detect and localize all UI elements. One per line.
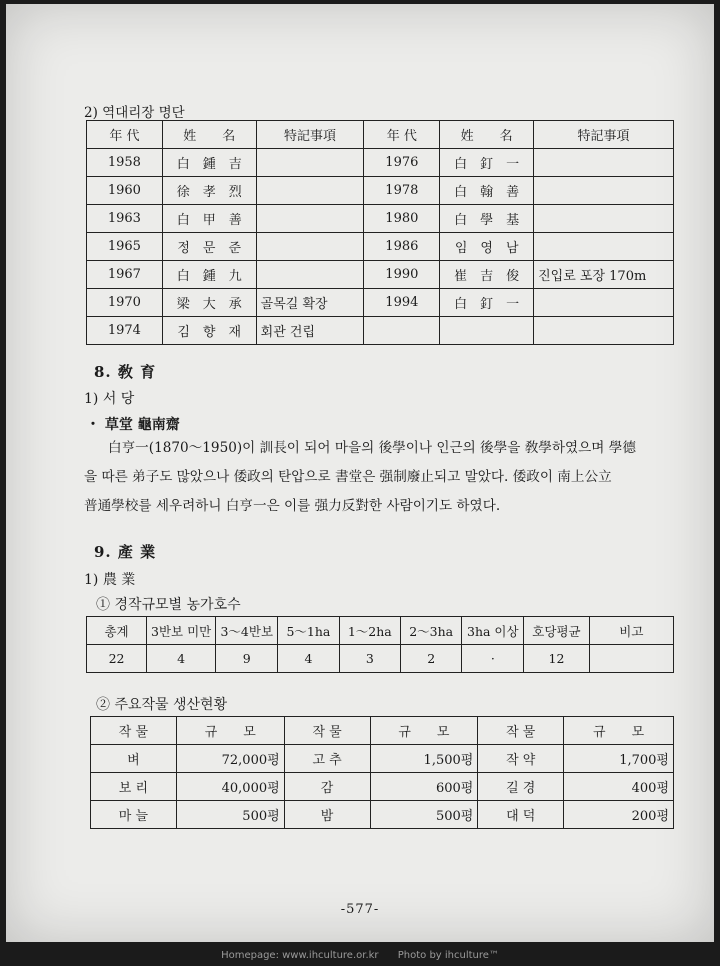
table-row xyxy=(87,149,674,177)
farm-size-table xyxy=(86,616,674,673)
table-row xyxy=(87,177,674,205)
year-cell: 1958 xyxy=(87,149,163,177)
note-cell: 진입로 포장 170m xyxy=(534,261,674,289)
header-name-1: 姓 名 xyxy=(162,121,256,149)
table-row xyxy=(91,745,674,773)
name-cell: 임 영 남 xyxy=(440,233,534,261)
name-cell: 白 鍾 九 xyxy=(162,261,256,289)
farm-value-cell xyxy=(589,645,673,673)
crop-area-cell: 200평 xyxy=(564,801,674,829)
note-cell: 골목길 확장 xyxy=(256,289,364,317)
name-cell: 崔 吉 俊 xyxy=(440,261,534,289)
note-cell xyxy=(256,149,364,177)
name-cell: 白 鍾 吉 xyxy=(162,149,256,177)
crop-name-cell: 보 리 xyxy=(91,773,177,801)
year-cell: 1990 xyxy=(364,261,440,289)
crop-header-cell: 작 물 xyxy=(284,717,370,745)
farm-header-cell: 3～4반보 xyxy=(216,617,278,645)
year-cell: 1967 xyxy=(87,261,163,289)
image-footer xyxy=(0,946,720,966)
crop-name-cell: 대 덕 xyxy=(478,801,564,829)
name-cell: 김 향 재 xyxy=(162,317,256,345)
crop-name-cell: 감 xyxy=(284,773,370,801)
note-cell xyxy=(256,261,364,289)
education-subheading: 1) 서 당 xyxy=(84,391,135,407)
name-cell: 白 釘 一 xyxy=(440,289,534,317)
farm-header-cell: 5～1ha xyxy=(278,617,339,645)
farm-header-cell: 1～2ha xyxy=(339,617,400,645)
note-cell xyxy=(534,149,674,177)
crop-area-cell: 40,000평 xyxy=(176,773,284,801)
header-year-2: 年 代 xyxy=(364,121,440,149)
note-cell xyxy=(534,289,674,317)
farm-header-row xyxy=(87,617,674,645)
industry-heading: 9. 產 業 xyxy=(94,543,157,561)
crop-area-cell: 1,700평 xyxy=(564,745,674,773)
name-cell: 白 甲 善 xyxy=(162,205,256,233)
document-page xyxy=(6,4,714,942)
year-cell: 1994 xyxy=(364,289,440,317)
note-cell xyxy=(534,233,674,261)
crop-header-cell: 작 물 xyxy=(478,717,564,745)
note-cell xyxy=(534,177,674,205)
note-cell xyxy=(256,205,364,233)
header-note-1: 特記事項 xyxy=(256,121,364,149)
header-name-2: 姓 名 xyxy=(440,121,534,149)
footer-photo-credit: Photo by ihculture™ xyxy=(397,950,499,961)
mayors-heading: 2) 역대리장 명단 xyxy=(84,105,185,121)
crop-name-cell: 고 추 xyxy=(284,745,370,773)
footer-homepage: Homepage: www.ihculture.or.kr xyxy=(221,950,379,961)
seodang-bullet: ・ 草堂 龜南齋 xyxy=(86,417,180,433)
header-year-1: 年 代 xyxy=(87,121,163,149)
paragraph-line: 普通學校를 세우려하니 白亨一은 이를 强力反對한 사람이기도 하였다. xyxy=(84,498,501,514)
year-cell: 1963 xyxy=(87,205,163,233)
crop-area-cell: 500평 xyxy=(370,801,478,829)
table-row xyxy=(87,261,674,289)
crop-header-cell: 규 모 xyxy=(176,717,284,745)
farm-header-cell: 3반보 미만 xyxy=(147,617,216,645)
crop-header-cell: 규 모 xyxy=(564,717,674,745)
farm-value-cell: 4 xyxy=(278,645,339,673)
education-paragraph xyxy=(84,434,682,521)
name-cell: 정 문 준 xyxy=(162,233,256,261)
table-row xyxy=(87,289,674,317)
name-cell xyxy=(440,317,534,345)
farm-value-cell: 12 xyxy=(524,645,589,673)
note-cell xyxy=(256,177,364,205)
crop-area-cell: 400평 xyxy=(564,773,674,801)
table-row xyxy=(91,773,674,801)
farm-value-cell: 2 xyxy=(400,645,461,673)
crop-title: ② 주요작물 생산현황 xyxy=(96,697,228,713)
crop-name-cell: 밤 xyxy=(284,801,370,829)
crop-header-cell: 규 모 xyxy=(370,717,478,745)
farm-header-cell: 3ha 이상 xyxy=(462,617,524,645)
crop-name-cell: 작 약 xyxy=(478,745,564,773)
crop-header-cell: 작 물 xyxy=(91,717,177,745)
farm-value-cell: 22 xyxy=(87,645,147,673)
year-cell: 1986 xyxy=(364,233,440,261)
crop-table xyxy=(90,716,674,829)
year-cell xyxy=(364,317,440,345)
year-cell: 1980 xyxy=(364,205,440,233)
crop-name-cell: 벼 xyxy=(91,745,177,773)
crop-area-cell: 500평 xyxy=(176,801,284,829)
year-cell: 1978 xyxy=(364,177,440,205)
crop-header-row xyxy=(91,717,674,745)
farm-value-cell: 3 xyxy=(339,645,400,673)
name-cell: 徐 孝 烈 xyxy=(162,177,256,205)
industry-subheading: 1) 農 業 xyxy=(84,572,136,588)
crop-area-cell: 72,000평 xyxy=(176,745,284,773)
crop-area-cell: 1,500평 xyxy=(370,745,478,773)
crop-area-cell: 600평 xyxy=(370,773,478,801)
name-cell: 白 學 基 xyxy=(440,205,534,233)
farm-header-cell: 2～3ha xyxy=(400,617,461,645)
name-cell: 白 翰 善 xyxy=(440,177,534,205)
farm-value-cell: 4 xyxy=(147,645,216,673)
note-cell xyxy=(256,233,364,261)
farm-value-cell: · xyxy=(462,645,524,673)
crop-name-cell: 마 늘 xyxy=(91,801,177,829)
name-cell: 白 釘 一 xyxy=(440,149,534,177)
note-cell: 회관 건립 xyxy=(256,317,364,345)
name-cell: 梁 大 承 xyxy=(162,289,256,317)
year-cell: 1974 xyxy=(87,317,163,345)
year-cell: 1976 xyxy=(364,149,440,177)
farm-header-cell: 총계 xyxy=(87,617,147,645)
table-row xyxy=(87,233,674,261)
note-cell xyxy=(534,205,674,233)
farm-header-cell: 비고 xyxy=(589,617,673,645)
farm-title: ① 경작규모별 농가호수 xyxy=(96,597,241,613)
mayors-table xyxy=(86,120,674,345)
mayors-header-row xyxy=(87,121,674,149)
table-row xyxy=(91,801,674,829)
farm-value-cell: 9 xyxy=(216,645,278,673)
table-row xyxy=(87,205,674,233)
year-cell: 1970 xyxy=(87,289,163,317)
paragraph-line: 白亨一(1870～1950)이 訓長이 되어 마을의 後學이나 인근의 後學을 敎學하였으며 學德 xyxy=(108,440,636,456)
crop-name-cell: 길 경 xyxy=(478,773,564,801)
farm-header-cell: 호당평균 xyxy=(524,617,589,645)
page-number: -577- xyxy=(340,902,380,917)
header-note-2: 特記事項 xyxy=(534,121,674,149)
table-row xyxy=(87,317,674,345)
education-heading: 8. 敎 育 xyxy=(94,363,157,381)
table-row xyxy=(87,645,674,673)
year-cell: 1960 xyxy=(87,177,163,205)
year-cell: 1965 xyxy=(87,233,163,261)
paragraph-line: 을 따른 弟子도 많았으나 倭政의 탄압으로 書堂은 强制廢止되고 말았다. 倭政이 南上公立 xyxy=(84,469,612,485)
note-cell xyxy=(534,317,674,345)
